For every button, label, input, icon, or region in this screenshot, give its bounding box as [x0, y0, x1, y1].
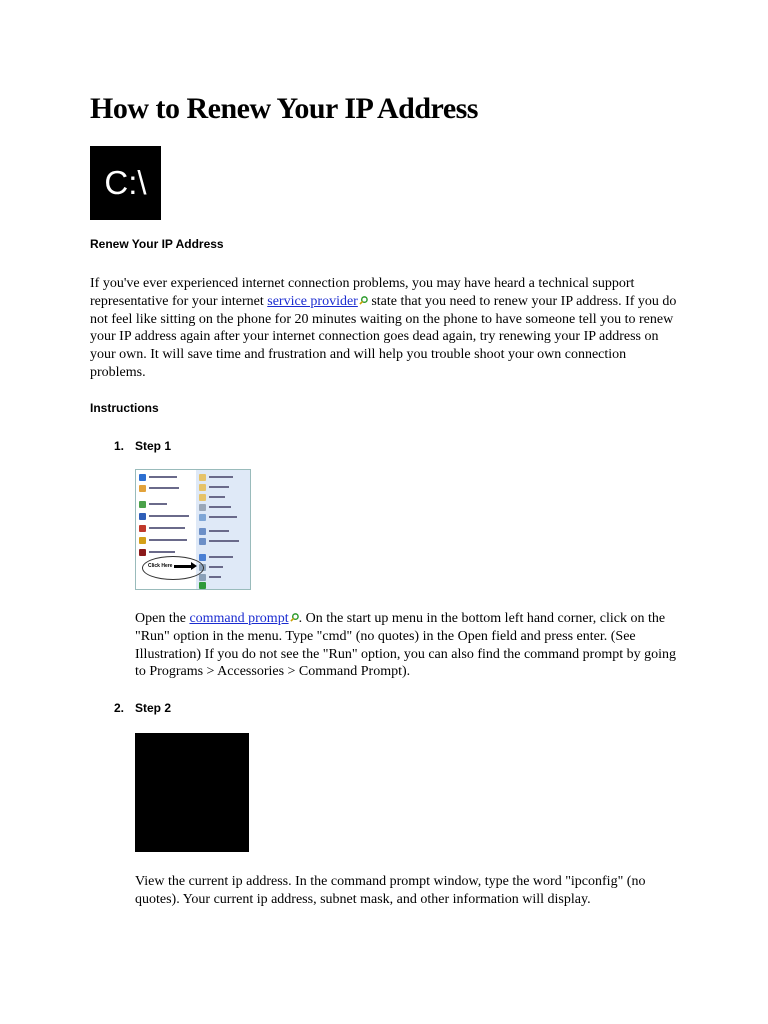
- magnifier-icon: [359, 296, 368, 305]
- menu-entry: [149, 539, 187, 541]
- menu-entry: [149, 487, 179, 489]
- step-2-text: View the current ip address. In the command prompt window, type the word "ipconfig" (no quotes). Your current ip address, subnet mask, and other information will display.: [135, 874, 646, 907]
- service-provider-link[interactable]: service provider: [267, 293, 358, 309]
- music-icon: [199, 494, 206, 501]
- menu-entry: [209, 556, 233, 558]
- menu-entry: [209, 566, 223, 568]
- pictures-icon: [199, 484, 206, 491]
- word-icon: [139, 513, 146, 520]
- step-2-number: 2.: [114, 701, 125, 715]
- click-here-label: Click Here: [148, 563, 173, 569]
- network-icon: [199, 514, 206, 521]
- step-1-text: [135, 610, 685, 681]
- step-1-title: Step 1: [135, 439, 172, 453]
- arrow-icon: [191, 562, 197, 570]
- menu-entry: [149, 515, 189, 517]
- intro-text-before: If you've ever experienced internet connection problems, you may have heard a technical support representative for your internet: [90, 276, 635, 309]
- step-1-number: 1.: [114, 439, 125, 453]
- menu-entry: [209, 486, 229, 488]
- instructions-heading: Instructions: [90, 401, 159, 415]
- page-title: How to Renew Your IP Address: [90, 92, 478, 125]
- fireworks-icon: [139, 537, 146, 544]
- email-icon: [139, 485, 146, 492]
- step-1-text-before: Open the: [135, 611, 190, 626]
- computer-icon: [199, 504, 206, 511]
- internet-explorer-icon: [139, 474, 146, 481]
- magnifier-icon: [290, 613, 299, 622]
- menu-entry: [209, 506, 231, 508]
- control-panel-icon: [199, 528, 206, 535]
- menu-entry: [149, 527, 185, 529]
- help-icon: [199, 554, 206, 561]
- menu-entry: [209, 530, 229, 532]
- programs-access-icon: [199, 538, 206, 545]
- dreamweaver-icon: [139, 525, 146, 532]
- menu-entry: [149, 503, 167, 505]
- menu-entry: [209, 576, 221, 578]
- intro-paragraph: [90, 275, 682, 382]
- menu-entry: [209, 516, 237, 518]
- run-icon: [199, 574, 206, 581]
- step-1-text-after: . On the start up menu in the bottom left hand corner, click on the "Run" option in the menu. Type "cmd" (no quotes) in the Open field and press enter. (See Illustration) If you do not see the "Run" option, you can also find the command prompt by going to Programs > Accessories > Command Prompt).: [135, 611, 677, 680]
- menu-entry: [149, 551, 175, 553]
- menu-entry: [209, 476, 233, 478]
- subheading: Renew Your IP Address: [90, 237, 224, 251]
- menu-entry: [149, 476, 177, 478]
- program-icon: [139, 501, 146, 508]
- command-prompt-link[interactable]: command prompt: [189, 611, 289, 626]
- shutdown-icon: [199, 582, 206, 589]
- logo-text: C:\: [104, 164, 147, 201]
- menu-entry: [209, 496, 225, 498]
- command-prompt-logo: [90, 146, 161, 220]
- command-prompt-screenshot: [135, 733, 249, 852]
- intro-text-after: state that you need to renew your IP address. If you do not feel like sitting on the phone for 20 minutes waiting on the phone to have someone tell you to renew your IP address again after your internet connection goes dead again, try renewing your IP address on your own. It will save time and frustration and will help you trouble shoot your own connection problems.: [90, 293, 677, 380]
- access-icon: [139, 549, 146, 556]
- menu-entry: [209, 540, 239, 542]
- documents-icon: [199, 474, 206, 481]
- arrow-shaft: [174, 565, 192, 568]
- step-2-title: Step 2: [135, 701, 172, 715]
- start-menu-screenshot: [135, 469, 251, 590]
